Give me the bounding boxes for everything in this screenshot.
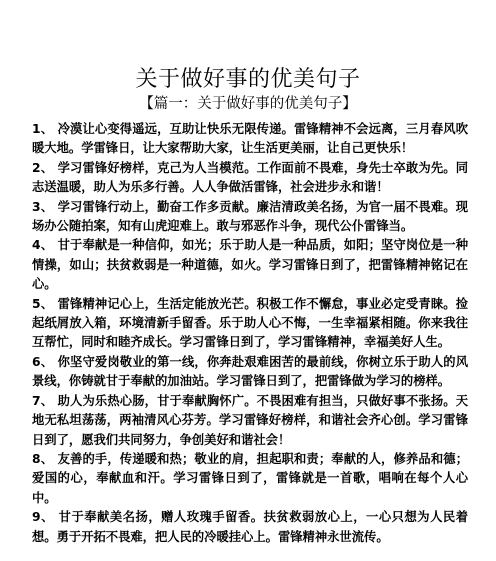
paragraph-8: 8、 友善的手，传递暖和热；敬业的肩，担起职和责；奉献的人，修养品和德；爱国的心，奉献血和汗。学习雷锋日到了，雷锋就是一首歌，唱响在每个人心中。	[32, 451, 468, 505]
paragraph-6: 6、 你坚守爱岗敬业的第一线，你奔赴艰难困苦的最前线，你树立乐于助人的风景线，你铸就甘于奉献的加油站。学习雷锋日到了，把雷锋做为学习的榜样。	[32, 354, 468, 389]
paragraph-2: 2、 学习雷锋好榜样，克己为人当模范。工作面前不畏难，身先士卒敢为先。同志送温暖，助人为乐多行善。人人争做活雷锋，社会进步永和谐！	[32, 160, 468, 195]
paragraph-1: 1、 冷漠让心变得遥远，互助让快乐无限传递。雷锋精神不会远离，三月春风吹暖大地。学雷锋日，让大家帮助大家，让生活更美丽，让自己更快乐！	[32, 122, 468, 156]
paragraph-7: 7、 助人为乐热心肠，甘于奉献胸怀广。不畏困难有担当，只做好事不张扬。天地无私坦荡荡，两袖清风心芬芳。学习雷锋好榜样，和谐社会齐心创。学习雷锋日到了，愿我们共同努力，争创美好和谐社会！	[32, 393, 468, 447]
paragraph-3: 3、 学习雷锋行动上，勤奋工作多贡献。廉洁清政美名扬，为官一届不畏难。现场办公随拍案，知有山虎迎难上。敢与邪恶作斗争，现代公仆雷锋当。	[32, 199, 468, 234]
document-title: 关于做好事的优美句子	[135, 67, 361, 92]
paragraph-9: 9、 甘于奉献美名扬，赠人玫瑰手留香。扶贫救弱放心上，一心只想为人民着想。勇于开拓不畏难，把人民的冷暖挂心上。雷锋精神永世流传。	[32, 510, 468, 544]
paragraph-5: 5、 雷锋精神记心上，生活定能放光芒。积极工作不懈怠，事业必定受青睐。捡起纸屑放入箱，环境清新手留香。乐于助人心不悔，一生幸福紧相随。你来我往互帮忙，同时和睦齐成长。学习雷锋日到了，学习雷锋精神，幸福美好人生。	[32, 296, 468, 350]
document-subtitle: 【篇一：关于做好事的优美句子】	[139, 96, 357, 112]
paragraph-4: 4、 甘于奉献是一种信仰，如光；乐于助人是一种品质，如阳；坚守岗位是一种情操，如山；扶贫救弱是一种道德，如火。学习雷锋日到了，把雷锋精神铭记在心。	[32, 238, 468, 292]
document-body	[32, 120, 468, 547]
